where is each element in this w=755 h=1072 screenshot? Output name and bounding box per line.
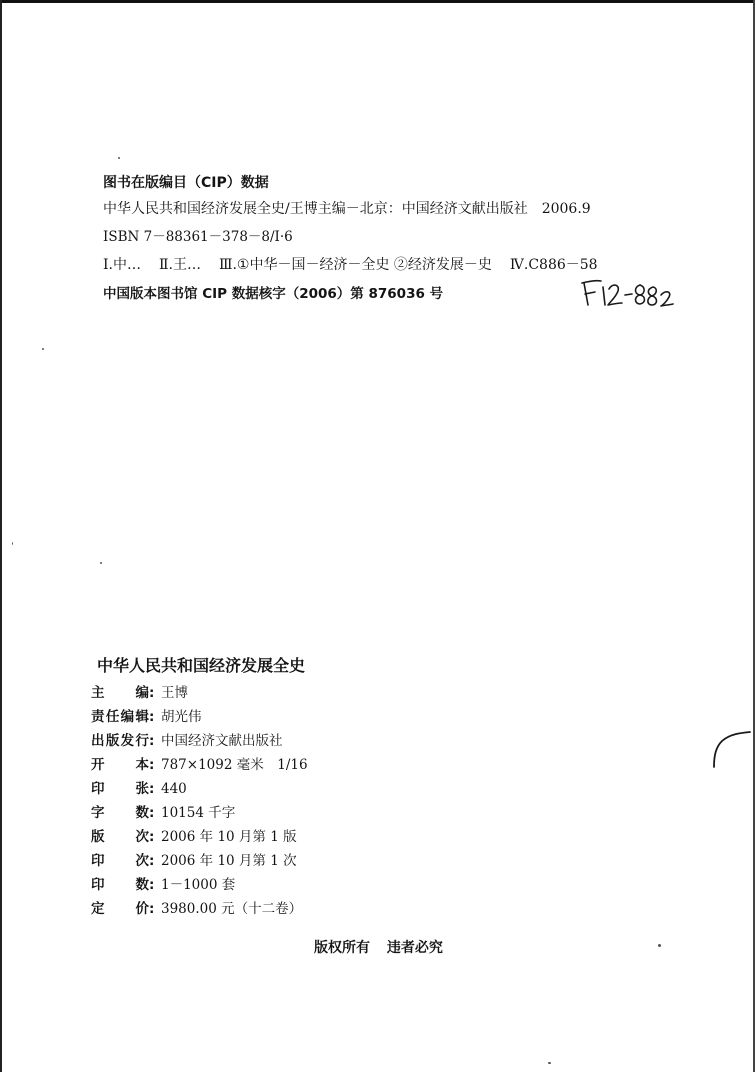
info-row: 出版发行: 中国经济文献出版社 <box>91 730 308 754</box>
info-value: 中国经济文献出版社 <box>161 733 283 749</box>
scan-speck <box>548 1062 551 1064</box>
info-row: 责任编辑: 胡光伟 <box>91 706 308 730</box>
info-row: 版次: 2006 年 10 月第 1 版 <box>91 826 308 850</box>
info-value: 王博 <box>161 685 188 701</box>
info-row: 印次: 2006 年 10 月第 1 次 <box>91 850 308 874</box>
margin-pen-stroke <box>708 725 754 774</box>
cip-class-4: Ⅳ.C886－58 <box>509 257 598 273</box>
cip-classification <box>103 255 598 275</box>
info-value: 787×1092 毫米 1/16 <box>161 757 308 773</box>
scan-border-top <box>0 0 755 3</box>
info-value: 10154 千字 <box>161 805 236 821</box>
info-value: 440 <box>161 781 187 797</box>
scan-border-left <box>0 0 2 1072</box>
scan-speck <box>42 348 44 350</box>
info-label: 定价 <box>91 901 149 917</box>
cip-record-number: 中国版本图书馆 CIP 数据核字（2006）第 876036 号 <box>103 286 444 302</box>
cip-title: 图书在版编目（CIP）数据 <box>103 175 269 191</box>
info-row: 主编: 王博 <box>91 682 308 706</box>
info-value: 胡光伟 <box>161 709 202 725</box>
info-label: 责任编辑 <box>91 709 149 725</box>
info-label: 主编 <box>91 685 149 701</box>
cip-class-2: Ⅱ.王… <box>158 257 201 273</box>
info-value: 3980.00 元（十二卷） <box>161 901 303 917</box>
info-label: 字数 <box>91 805 149 821</box>
info-row: 印张: 440 <box>91 778 308 802</box>
info-row: 印数: 1－1000 套 <box>91 874 308 898</box>
info-row: 字数: 10154 千字 <box>91 802 308 826</box>
cip-bibliographic-line: 中华人民共和国经济发展全史/王博主编－北京：中国经济文献出版社 2006.9 <box>103 201 591 217</box>
publication-info <box>91 682 308 922</box>
scan-speck <box>658 944 661 947</box>
info-value: 1－1000 套 <box>161 877 236 893</box>
cip-isbn: ISBN 7－88361－378－8/I·6 <box>103 229 293 245</box>
info-value: 2006 年 10 月第 1 版 <box>161 829 297 845</box>
book-title: 中华人民共和国经济发展全史 <box>97 656 306 675</box>
info-row: 定价: 3980.00 元（十二卷） <box>91 898 308 922</box>
info-label: 版次 <box>91 829 149 845</box>
cip-class-3: Ⅲ.①中华－国－经济－全史 ②经济发展－史 <box>218 257 492 273</box>
copyright-notice: 版权所有 违者必究 <box>314 940 443 956</box>
info-value: 2006 年 10 月第 1 次 <box>161 853 297 869</box>
scan-speck <box>100 562 102 564</box>
info-label: 印次 <box>91 853 149 869</box>
scan-speck <box>12 542 13 545</box>
info-row: 开本: 787×1092 毫米 1/16 <box>91 754 308 778</box>
info-label: 出版发行 <box>91 733 149 749</box>
info-label: 印数 <box>91 877 149 893</box>
scan-speck <box>118 157 120 159</box>
handwritten-note <box>576 275 676 319</box>
info-label: 开本 <box>91 757 149 773</box>
cip-class-1: Ⅰ.中… <box>103 257 141 273</box>
info-label: 印张 <box>91 781 149 797</box>
